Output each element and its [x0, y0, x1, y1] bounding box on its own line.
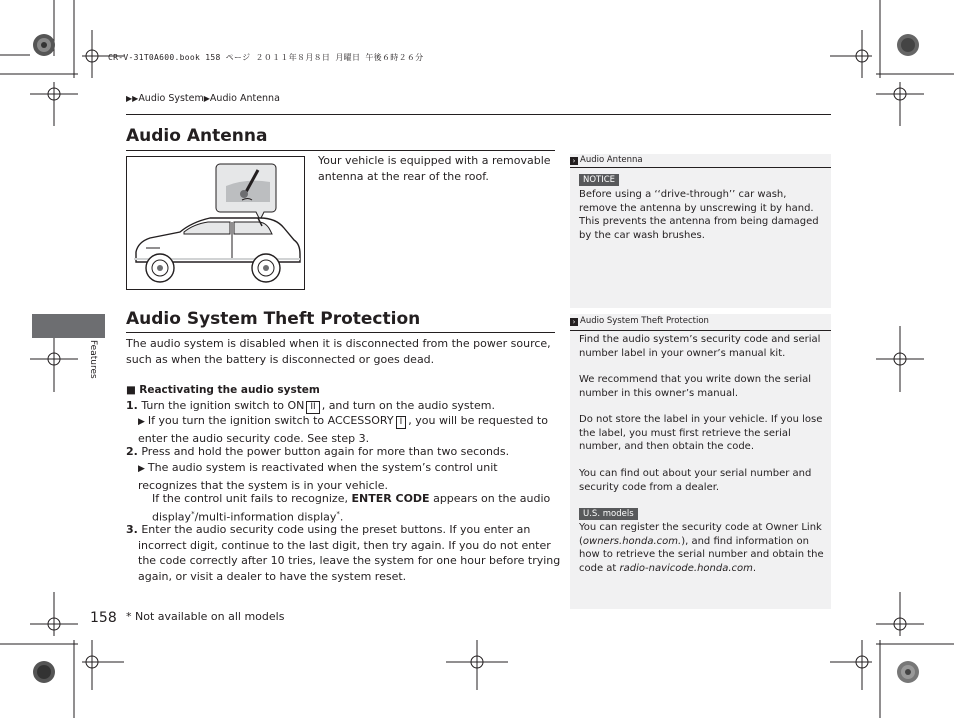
breadcrumb-item[interactable]: Audio Antenna — [209, 93, 280, 104]
step-2-sub2: If the control unit fails to recognize, ENTER CODE appears on the audio display*/multi-information display*. — [152, 492, 551, 524]
owners-link[interactable]: owners.honda.com. — [582, 535, 682, 547]
antenna-note-rule — [570, 167, 831, 168]
reactivate-subhead: ■ Reactivating the audio system — [126, 384, 320, 396]
radio-navicode-link[interactable]: radio-navicode.honda.com — [619, 562, 753, 574]
notice-tag: NOTICE — [579, 174, 619, 186]
ignition-accessory-key: I — [396, 416, 407, 429]
theft-note-p4: You can find out about your serial number and security code from a dealer. — [579, 468, 812, 493]
step-1: 1. Turn the ignition switch to ON II , and turn on the audio system. — [126, 399, 495, 412]
registration-target-tr — [897, 34, 919, 56]
registration-target-br — [897, 661, 919, 683]
reference-icon: › — [570, 318, 578, 326]
arrow-right-icon: ▶ — [138, 417, 145, 427]
antenna-title: Audio Antenna — [126, 126, 268, 146]
theft-note-heading: › Audio System Theft Protection — [570, 316, 709, 326]
theft-intro: The audio system is disabled when it is disconnected from the power source, such as when the battery is disconnected or goes dead. — [126, 337, 551, 366]
antenna-title-rule — [126, 150, 555, 151]
square-bullet-icon: ■ — [126, 384, 136, 396]
theft-title-rule — [126, 332, 555, 333]
theft-note-p5: You can register the security code at Owner Link (owners.honda.com.), and find information on how to retrieve the serial number and obtain the code at radio-navicode.honda.com. — [579, 522, 824, 574]
step-2-sub: ▶ The audio system is reactivated when the system’s control unit recognizes that the system is in your vehicle. — [138, 461, 498, 492]
registration-target-bl — [33, 661, 55, 683]
theft-note-p3: Do not store the label in your vehicle. If you lose the label, you must first retrieve the serial number, and then obtain the code. — [579, 414, 823, 452]
registration-target-tl — [33, 34, 55, 56]
step-3: 3. Enter the audio security code using the preset buttons. If you enter an incorrect digit, continue to the last digit, then try again. If you do not enter the code correctly after 10 tries, leave the system for one hour before trying again, or visit a dealer to have the system reset. — [126, 523, 561, 583]
theft-title: Audio System Theft Protection — [126, 309, 421, 329]
breadcrumb-arrow-icon: ▶▶ — [126, 94, 139, 103]
theft-note-rule — [570, 330, 831, 331]
us-models-tag: U.S. models — [579, 508, 638, 520]
enter-code-text: ENTER CODE — [351, 492, 430, 505]
car-antenna-illustration — [126, 156, 305, 290]
section-tab — [32, 314, 105, 338]
print-header: CR-V-31T0A600.book 158 ページ ２０１１年８月８日 月曜日 午後６時２６分 — [108, 53, 424, 62]
antenna-note-heading: › Audio Antenna — [570, 155, 643, 165]
arrow-right-icon: ▶ — [138, 464, 145, 474]
step-2: 2. Press and hold the power button again for more than two seconds. — [126, 445, 510, 458]
reference-icon: › — [570, 157, 578, 165]
header-rule — [126, 114, 831, 115]
step-1-sub: ▶ If you turn the ignition switch to ACCESSORY I , you will be requested to enter the audio security code. See step 3. — [138, 414, 548, 445]
footnote: * Not available on all models — [126, 610, 285, 623]
antenna-note-text: Before using a ‘‘drive-through’’ car wash, remove the antenna by unscrewing it by hand. This prevents the antenna from being damaged by the car wash brushes. — [579, 189, 819, 241]
antenna-text: Your vehicle is equipped with a removable antenna at the rear of the roof. — [318, 154, 551, 183]
ignition-on-key: II — [306, 401, 319, 414]
breadcrumb-arrow-icon: ▶ — [203, 94, 210, 103]
section-tab-label: Features — [88, 340, 98, 379]
breadcrumb-item[interactable]: Audio System — [138, 93, 204, 104]
breadcrumb — [126, 93, 280, 104]
theft-note-p1: Find the audio system’s security code and serial number label in your owner’s manual kit. — [579, 334, 821, 359]
page-number: 158 — [90, 610, 117, 626]
theft-note-p2: We recommend that you write down the serial number in this owner’s manual. — [579, 374, 812, 399]
